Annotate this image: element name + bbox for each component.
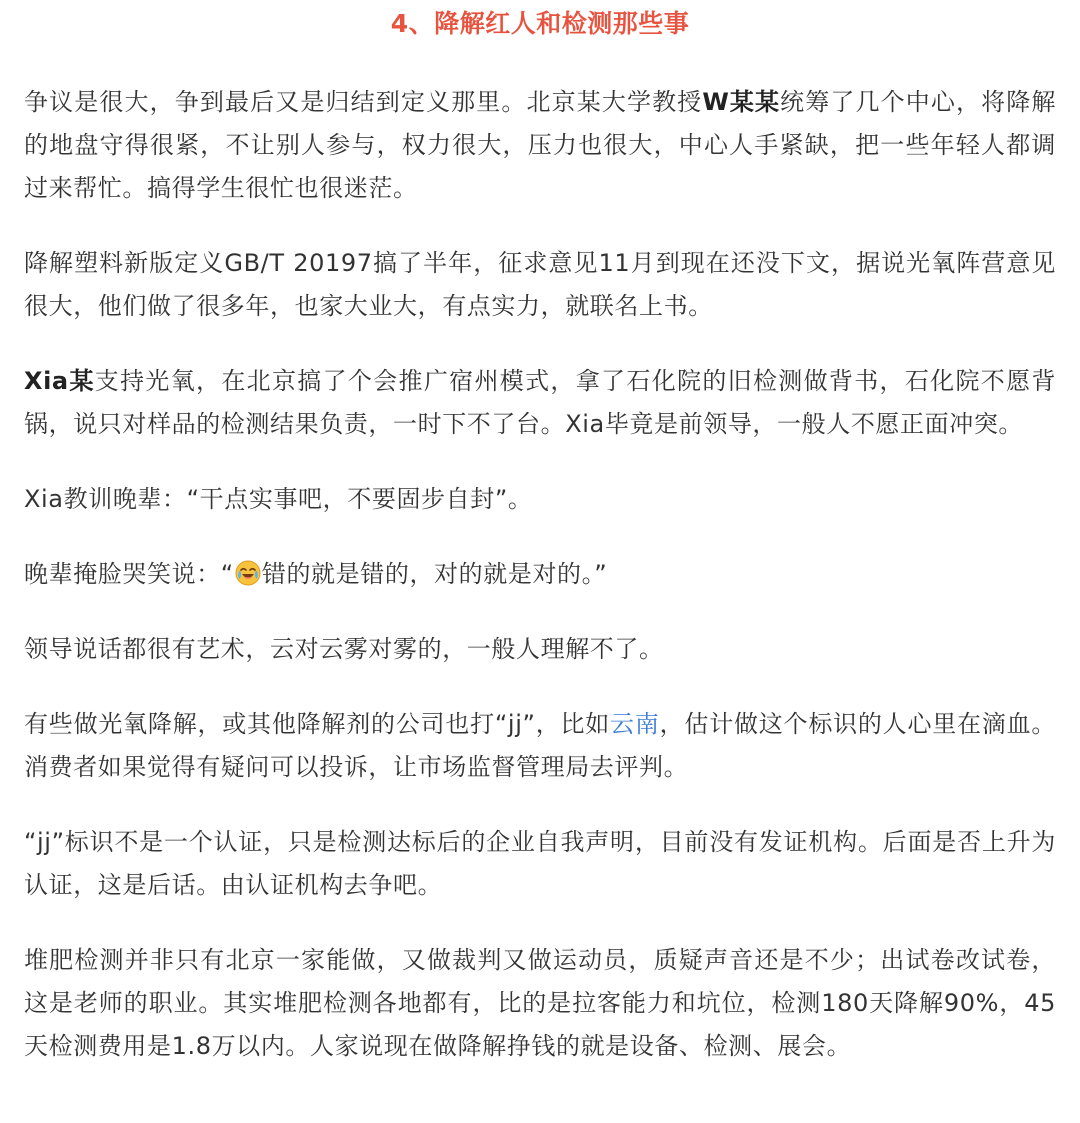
section-title: 4、降解红人和检测那些事 — [390, 9, 690, 38]
laugh-cry-emoji-icon — [235, 560, 261, 586]
paragraph-2: 降解塑料新版定义GB/T 20197搞了半年，征求意见11月到现在还没下文，据说光氧阵营意见很大，他们做了很多年，也家大业大，有点实力，就联名上书。 — [24, 249, 1056, 320]
paragraph-8: “jj”标识不是一个认证，只是检测达标后的企业自我声明，目前没有发证机构。后面是否上升为认证，这是后话。由认证机构去争吧。 — [24, 828, 1056, 899]
paragraph-5-text-a: 晚辈掩脸哭笑说：“ — [24, 560, 234, 588]
paragraph-5-text-b: 错的就是错的，对的就是对的。” — [261, 560, 608, 588]
paragraph-3-bold-name: Xia某 — [24, 367, 95, 395]
paragraph-9: 堆肥检测并非只有北京一家能做，又做裁判又做运动员，质疑声音还是不少；出试卷改试卷，这是老师的职业。其实堆肥检测各地都有，比的是拉客能力和坑位，检测180天降解90%，45天检测费用是1.8万以内。人家说现在做降解挣钱的就是设备、检测、展会。 — [24, 946, 1056, 1060]
paragraph-5 — [24, 553, 1056, 596]
paragraph-7-text-b: ，估计做这个标识的人心里在滴血。消费者如果觉得有疑问可以投诉，让市场监督管理局去评判。 — [24, 710, 1056, 781]
paragraph-3-text: 支持光氧，在北京搞了个会推广宿州模式，拿了石化院的旧检测做背书，石化院不愿背锅，说只对样品的检测结果负责，一时下不了台。Xia毕竟是前领导，一般人不愿正面冲突。 — [24, 367, 1057, 438]
paragraph-7-text-a: 有些做光氧降解，或其他降解剂的公司也打“jj”，比如 — [24, 710, 611, 738]
paragraph-1-text-a: 争议是很大，争到最后又是归结到定义那里。北京某大学教授 — [24, 88, 703, 116]
paragraph-1-bold-name: W某某 — [702, 88, 781, 116]
yunnan-link[interactable]: 云南 — [610, 710, 660, 738]
paragraph-7 — [24, 703, 1056, 789]
paragraph-1-text-b: 统筹了几个中心，将降解的地盘守得很紧，不让别人参与，权力很大，压力也很大，中心人手紧缺，把一些年轻人都调过来帮忙。搞得学生很忙也很迷茫。 — [24, 88, 1056, 202]
paragraph-4: Xia教训晚辈：“干点实事吧，不要固步自封”。 — [24, 485, 533, 513]
paragraph-6: 领导说话都很有艺术，云对云雾对雾的，一般人理解不了。 — [24, 635, 664, 663]
paragraph-3 — [24, 360, 1056, 446]
paragraph-1 — [24, 81, 1056, 210]
